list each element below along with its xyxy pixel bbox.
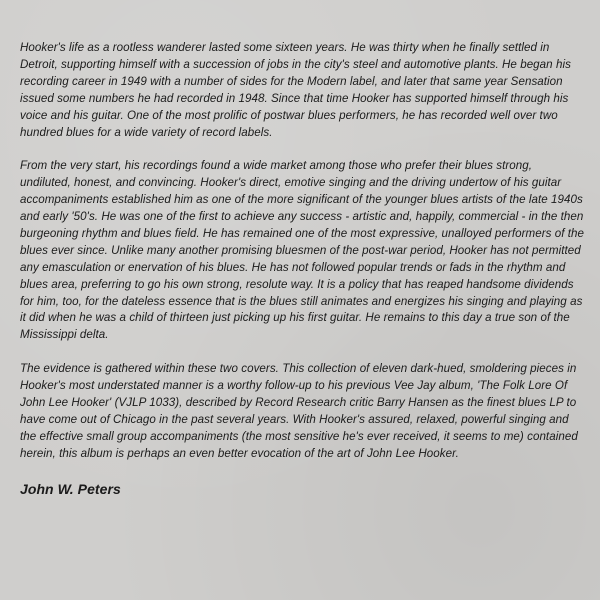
liner-notes-paragraph-1: Hooker's life as a rootless wanderer lasted some sixteen years. He was thirty when he finally settled in Detroit, supporting himself with a succession of jobs in the city's steel and automotive plants. He began his recording career in 1949 with a number of sides for the Modern label, and later that same year Sensation issued some numbers he had recorded in 1948. Since that time Hooker has supported himself through his voice and his guitar. One of the most prolific of postwar blues performers, he has recorded well over two hundred blues for a wide variety of record labels. — [20, 41, 571, 139]
liner-notes-paragraph-2: From the very start, his recordings found a wide market among those who prefer their blues strong, undiluted, honest, and convincing. Hooker's direct, emotive singing and the driving undertow of his guitar accompaniments established him as one of the more significant of the younger blues artists of the late 1940s and early '50's. He was one of the first to achieve any success - artistic and, happily, commercial - in the then burgeoning rhythm and blues field. He has remained one of the most expressive, unalloyed performers of the blues ever since. Unlike many another promising bluesmen of the post-war period, Hooker has not permitted any emasculation or enervation of his blues. He has not followed popular trends or fads in the rhythm and blues area, preferring to go his own strong, resolute way. It is a policy that has reaped handsome dividends for him, too, for the dateless essence that is the blues still animates and energizes his singing and playing as it did when he was a child of thirteen just picking up his first guitar. He remains to this day a true son of the Mississippi delta. — [20, 159, 585, 342]
author-signature: John W. Peters — [20, 480, 121, 497]
liner-notes-paragraph-3: The evidence is gathered within these two covers. This collection of eleven dark-hued, smoldering pieces in Hooker's most understated manner is a worthy follow-up to his previous Vee Jay album, 'The Folk Lore Of John Lee Hooker' (VJLP 1033), described by Record Research critic Barry Hansen as the finest blues LP to have come out of Chicago in the past several years. With Hooker's assured, relaxed, powerful singing and the effective small group accompaniments (the most sensitive he's ever received, it seems to me) contained herein, this album is perhaps an even better evocation of the art of John Lee Hooker. — [20, 362, 578, 460]
liner-notes-text — [20, 40, 586, 498]
